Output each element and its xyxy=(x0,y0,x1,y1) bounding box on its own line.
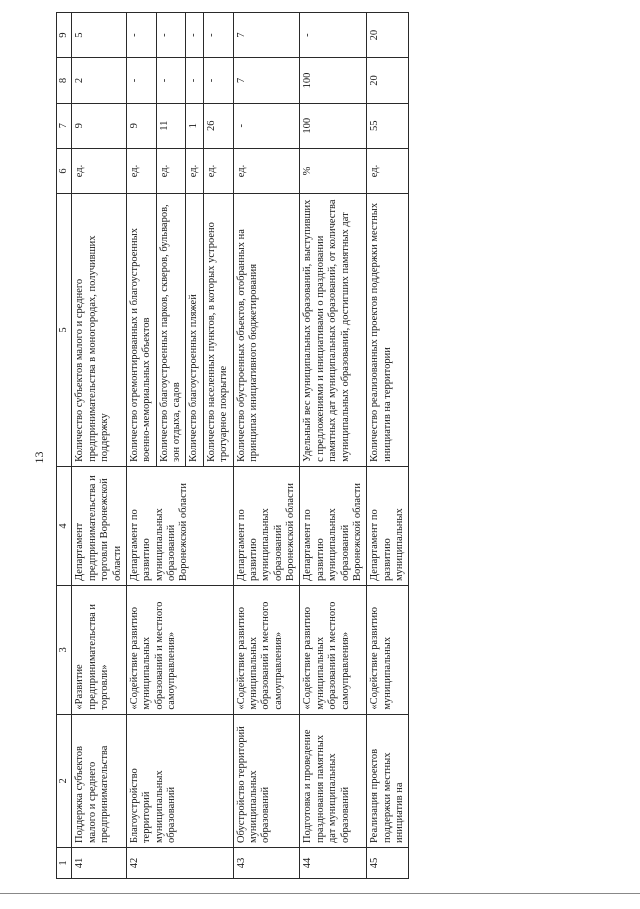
column-number: 7 xyxy=(57,103,72,148)
indicator-value-8: 20 xyxy=(367,58,409,103)
table-row xyxy=(300,13,367,879)
column-number: 2 xyxy=(57,714,72,847)
indicator-name: Количество благоустроенных парков, скверов, бульваров, зон отдыха, садов xyxy=(156,194,186,467)
indicator-value-7: - xyxy=(233,103,300,148)
event-name: Реализация проектов поддержки местных инициатив на xyxy=(367,714,409,847)
indicator-value-9: 7 xyxy=(233,13,300,58)
program-name: «Содействие развитию муниципальных образований и местного самоуправления» xyxy=(126,585,233,714)
event-name: Обустройство территорий муниципальных образований xyxy=(233,714,300,847)
indicator-value-8: - xyxy=(186,58,203,103)
indicator-unit: ед. xyxy=(233,148,300,193)
table-row xyxy=(367,13,409,879)
executor-name: Департамент по развитию муниципальных образований Воронежской области xyxy=(233,466,300,585)
indicator-value-9: - xyxy=(156,13,186,58)
table-body xyxy=(57,13,409,879)
executor-name: Департамент предпринимательства и торговли Воронежской области xyxy=(72,466,127,585)
indicator-value-8: 7 xyxy=(233,58,300,103)
indicator-name: Удельный вес муниципальных образований, выступивших с предложениями и инициативами о праздновании памятных дат муниципальных образований, от количества муниципальных образований, достигших памятных дат xyxy=(300,194,367,467)
indicator-name: Количество благоустроенных пляжей xyxy=(186,194,203,467)
program-name: «Развитие предпринимательства и торговли» xyxy=(72,585,127,714)
indicator-name: Количество отремонтированных и благоустроенных военно-мемориальных объектов xyxy=(126,194,156,467)
scan-edge-line xyxy=(0,893,640,894)
indicator-value-7: 100 xyxy=(300,103,367,148)
indicator-unit: ед. xyxy=(72,148,127,193)
column-number-row xyxy=(57,13,72,879)
indicator-value-7: 9 xyxy=(72,103,127,148)
indicator-unit: ед. xyxy=(156,148,186,193)
indicator-value-7: 55 xyxy=(367,103,409,148)
table-row xyxy=(126,13,156,879)
event-name: Благоустройство территорий муниципальных образований xyxy=(126,714,233,847)
table-row xyxy=(233,13,300,879)
indicator-value-8: - xyxy=(126,58,156,103)
program-name: «Содействие развитию муниципальных xyxy=(367,585,409,714)
row-number: 42 xyxy=(126,848,233,879)
event-name: Подготовка и проведение празднования памятных дат муниципальных образований xyxy=(300,714,367,847)
indicator-unit: ед. xyxy=(186,148,203,193)
executor-name: Департамент по развитию муниципальных образований Воронежской области xyxy=(300,466,367,585)
row-number: 41 xyxy=(72,848,127,879)
program-name: «Содействие развитию муниципальных образований и местного самоуправления» xyxy=(300,585,367,714)
indicator-unit: ед. xyxy=(367,148,409,193)
indicator-value-8: 2 xyxy=(72,58,127,103)
column-number: 3 xyxy=(57,585,72,714)
indicator-value-7: 1 xyxy=(186,103,203,148)
executor-name: Департамент по развитию муниципальных xyxy=(367,466,409,585)
row-number: 44 xyxy=(300,848,367,879)
indicator-value-8: - xyxy=(203,58,233,103)
indicator-unit: % xyxy=(300,148,367,193)
indicator-name: Количество обустроенных объектов, отобранных на принципах инициативного бюджетирования xyxy=(233,194,300,467)
indicator-unit: ед. xyxy=(126,148,156,193)
column-number: 9 xyxy=(57,13,72,58)
column-number: 5 xyxy=(57,194,72,467)
indicator-name: Количество населенных пунктов, в которых устроено тротуарное покрытие xyxy=(203,194,233,467)
indicator-value-8: 100 xyxy=(300,58,367,103)
indicator-unit: ед. xyxy=(203,148,233,193)
indicator-value-9: - xyxy=(300,13,367,58)
row-number: 43 xyxy=(233,848,300,879)
column-number: 4 xyxy=(57,466,72,585)
page-number: 13 xyxy=(32,451,46,464)
column-number: 6 xyxy=(57,148,72,193)
indicator-value-9: - xyxy=(126,13,156,58)
rotated-table-wrapper xyxy=(56,12,616,879)
column-number: 1 xyxy=(57,848,72,879)
event-name: Поддержка субъектов малого и среднего предпринимательства xyxy=(72,714,127,847)
indicator-value-7: 26 xyxy=(203,103,233,148)
indicator-value-9: - xyxy=(186,13,203,58)
indicator-name: Количество реализованных проектов поддержки местных инициатив на территории xyxy=(367,194,409,467)
program-name: «Содействие развитию муниципальных образований и местного самоуправления» xyxy=(233,585,300,714)
indicator-value-9: - xyxy=(203,13,233,58)
indicator-value-9: 20 xyxy=(367,13,409,58)
indicator-value-7: 11 xyxy=(156,103,186,148)
indicator-value-8: - xyxy=(156,58,186,103)
executor-name: Департамент по развитию муниципальных образований Воронежской области xyxy=(126,466,233,585)
indicator-name: Количество субъектов малого и среднего предпринимательства в моногородах, получивших поддержку xyxy=(72,194,127,467)
table-row xyxy=(72,13,127,879)
row-number: 45 xyxy=(367,848,409,879)
events-table xyxy=(56,12,409,879)
column-number: 8 xyxy=(57,58,72,103)
indicator-value-9: 5 xyxy=(72,13,127,58)
indicator-value-7: 9 xyxy=(126,103,156,148)
